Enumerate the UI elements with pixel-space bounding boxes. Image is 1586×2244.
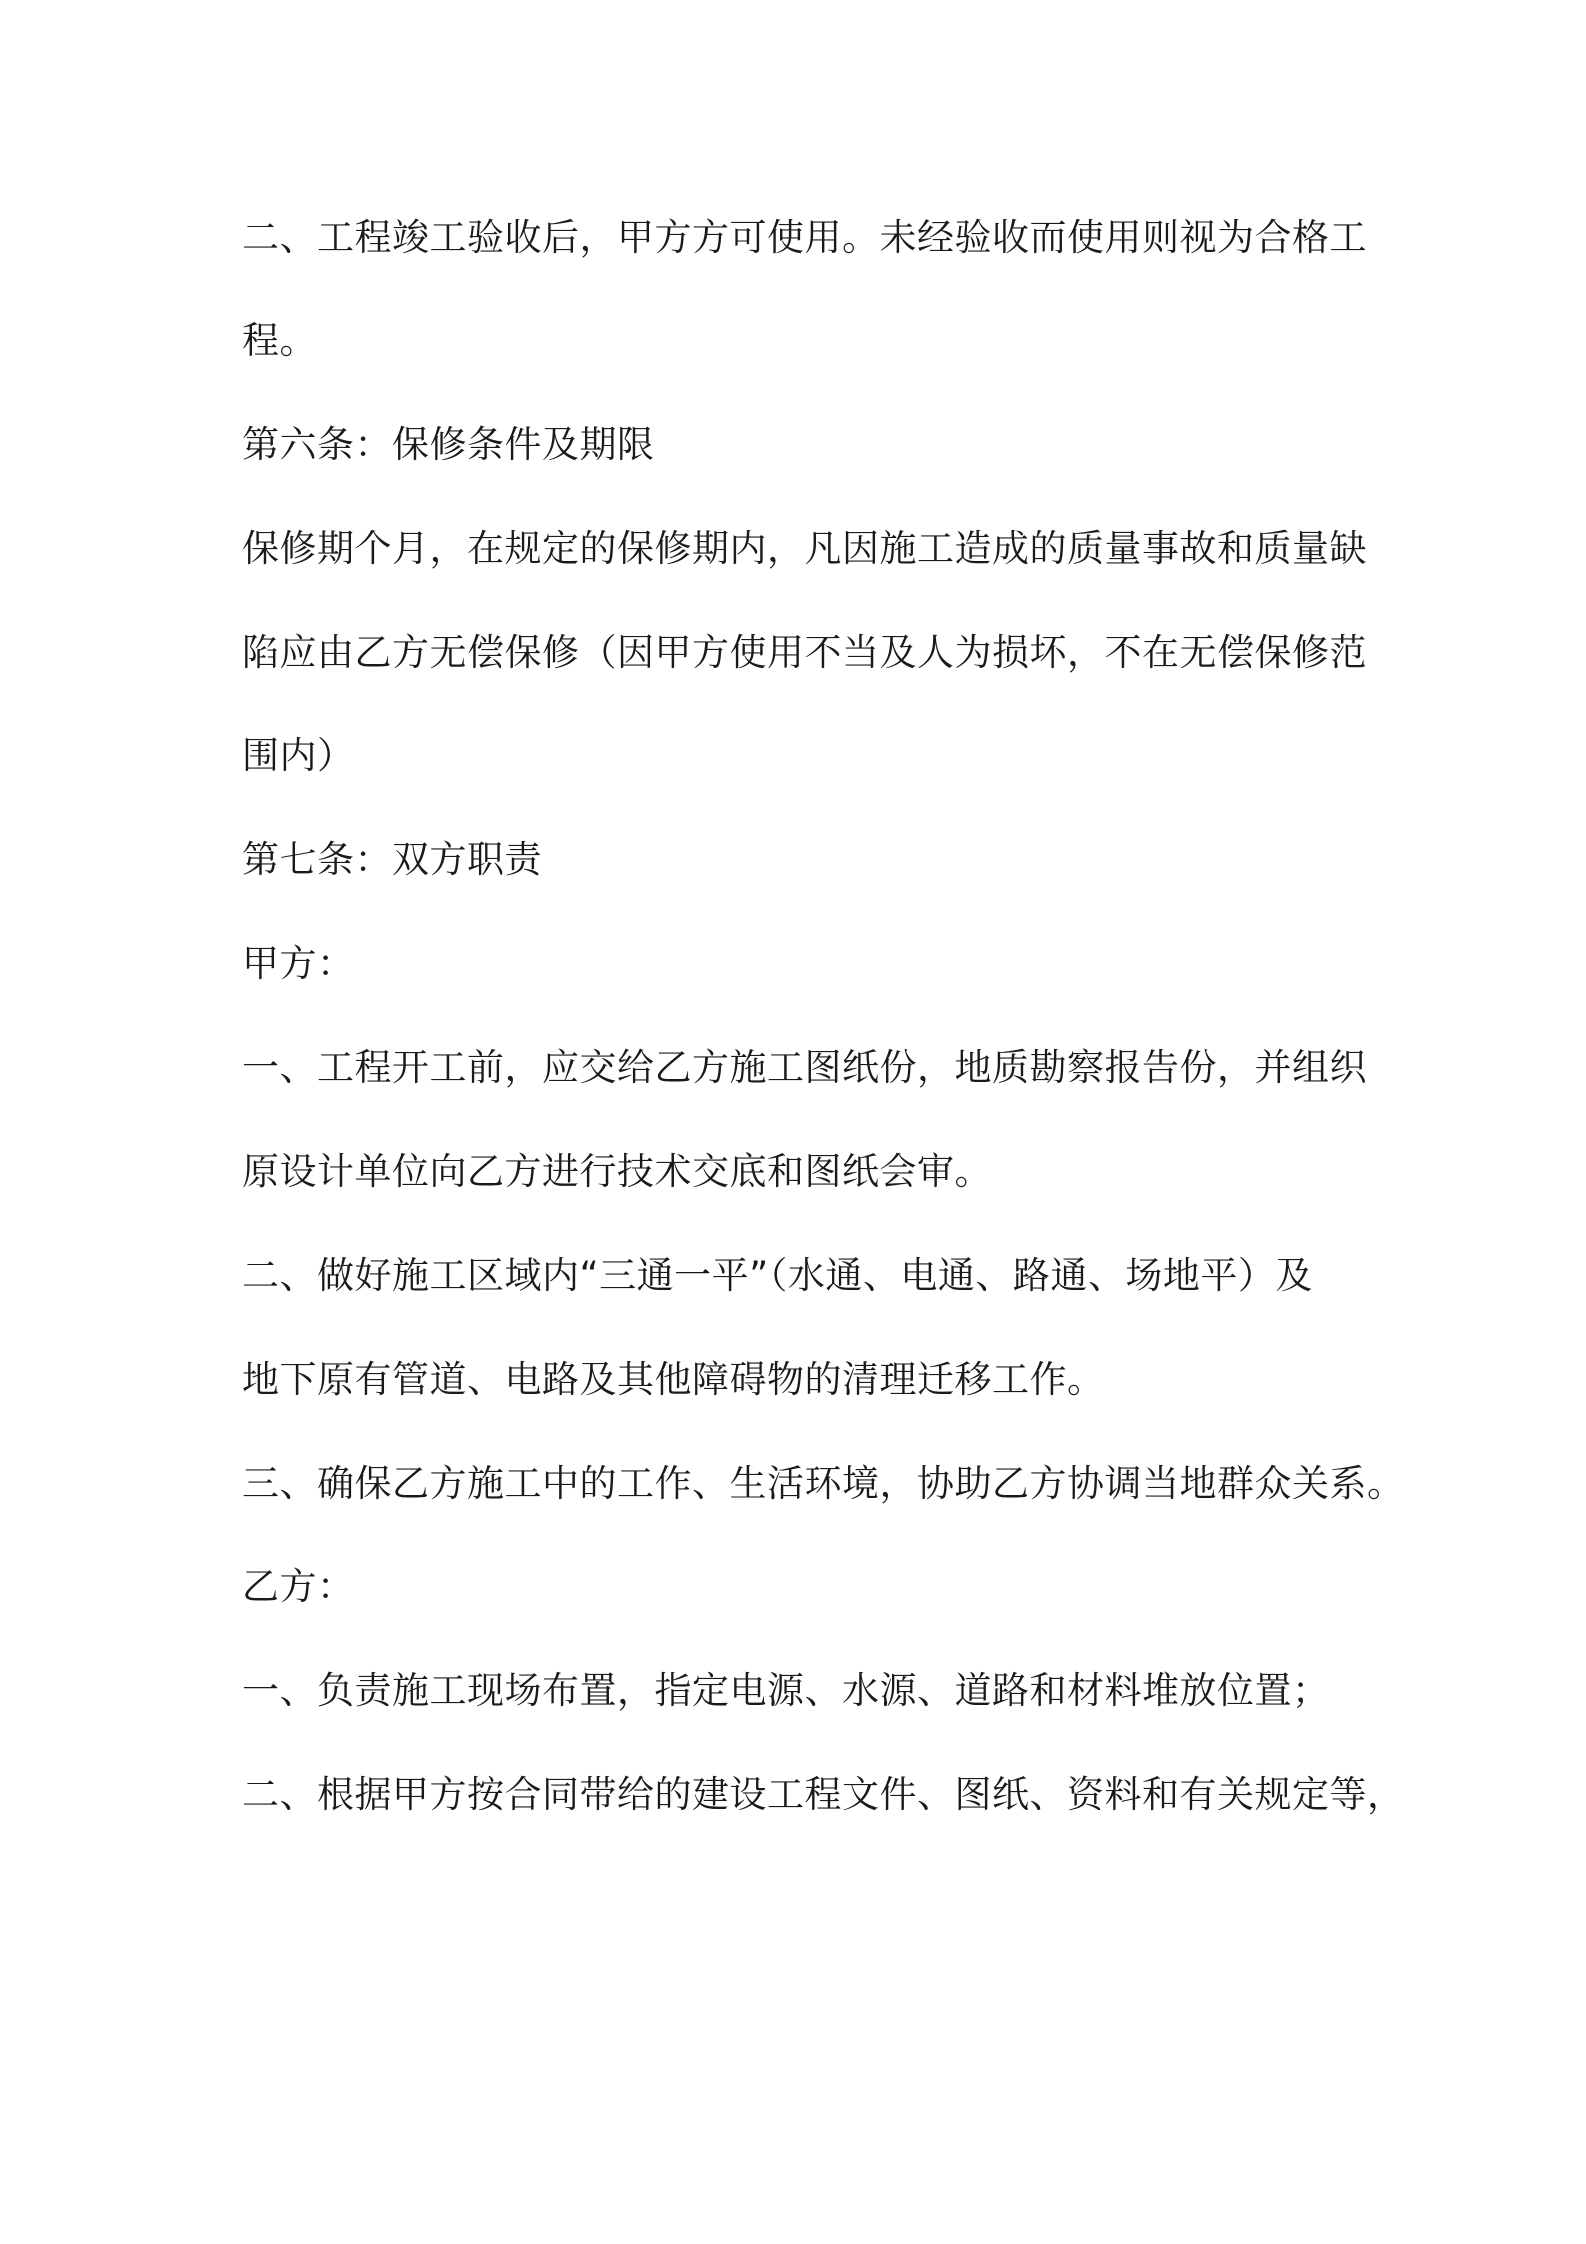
clause-line: 二、工程竣工验收后，甲方方可使用。未经验收而使用则视为合格工 <box>242 216 1367 259</box>
clause-line: 二、根据甲方按合同带给的建设工程文件、图纸、资料和有关规定等， <box>242 1773 1405 1816</box>
section-heading: 第六条：保修条件及期限 <box>242 423 655 466</box>
clause-line: 程。 <box>242 319 317 362</box>
clause-line: 二、做好施工区域内“三通一平”（水通、电通、路通、场地平）及 <box>242 1254 1313 1297</box>
clause-line: 一、负责施工现场布置，指定电源、水源、道路和材料堆放位置； <box>242 1669 1330 1712</box>
clause-line: 原设计单位向乙方进行技术交底和图纸会审。 <box>242 1150 992 1193</box>
section-heading: 第七条：双方职责 <box>242 838 542 881</box>
party-heading: 乙方： <box>242 1565 355 1608</box>
clause-line: 三、确保乙方施工中的工作、生活环境，协助乙方协调当地群众关系。 <box>242 1462 1405 1505</box>
party-heading: 甲方： <box>242 942 355 985</box>
clause-line: 地下原有管道、电路及其他障碍物的清理迁移工作。 <box>242 1358 1105 1401</box>
clause-line: 围内） <box>242 734 355 777</box>
clause-line: 保修期个月，在规定的保修期内，凡因施工造成的质量事故和质量缺 <box>242 527 1367 570</box>
clause-line: 陷应由乙方无偿保修（因甲方使用不当及人为损坏，不在无偿保修范 <box>242 631 1367 674</box>
clause-line: 一、工程开工前，应交给乙方施工图纸份，地质勘察报告份，并组织 <box>242 1046 1367 1089</box>
